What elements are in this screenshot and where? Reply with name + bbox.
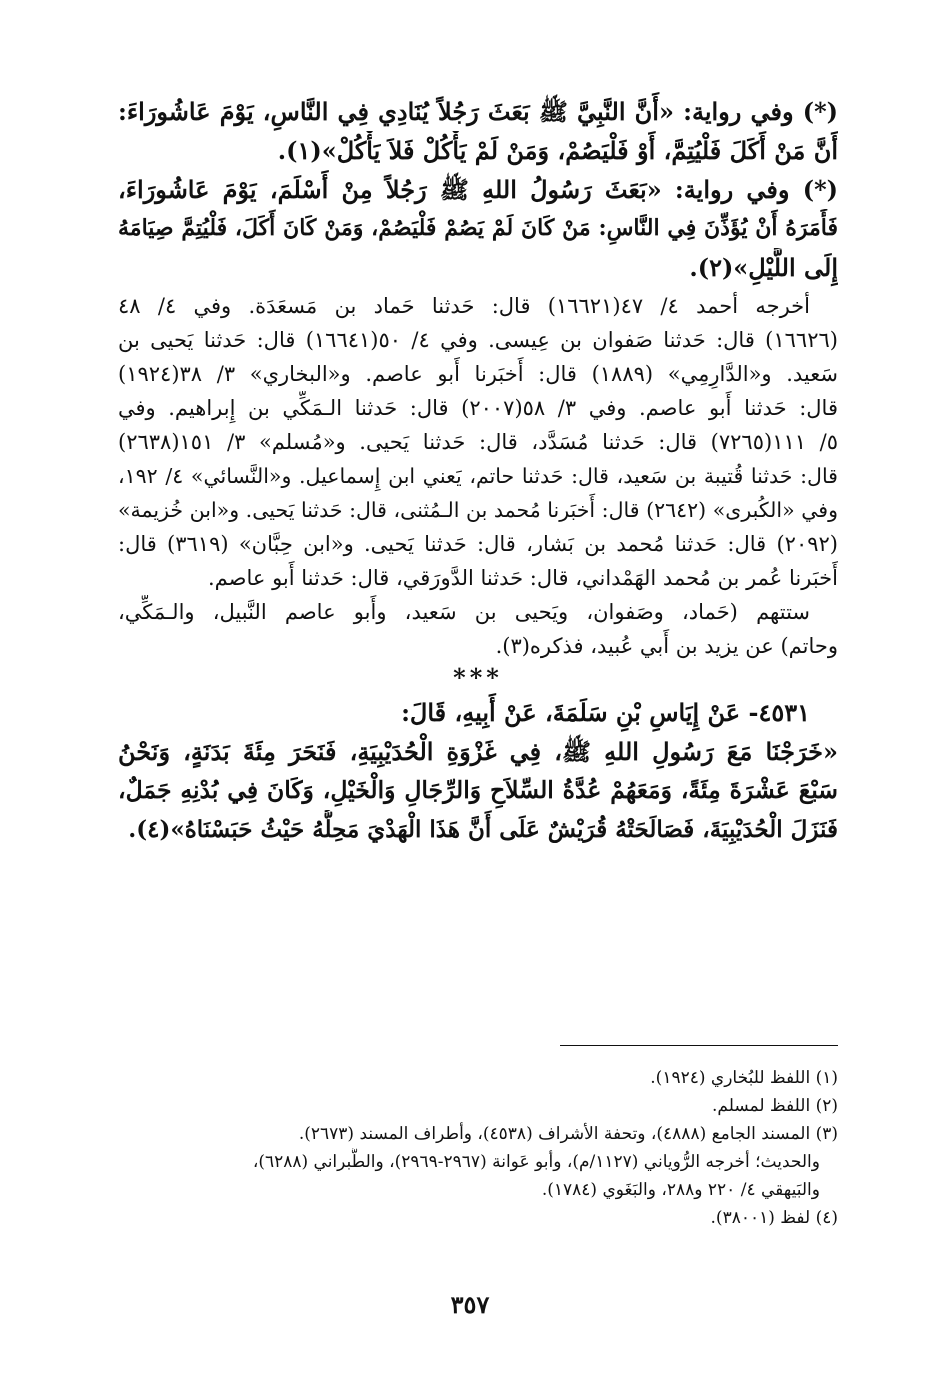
footnote-divider bbox=[560, 1045, 838, 1046]
page-number: ٣٥٧ bbox=[450, 1290, 490, 1319]
main-text bbox=[118, 92, 838, 849]
footnote-item: (٤) لفظ (٣٨٠٠١). bbox=[710, 1208, 838, 1228]
takhrij-line: وفي «الكُبرى» (٢٦٤٢) قال: أَخبَرنا مُحمد بن الـمُثنى، قال: حَدثنا يَحيى. و«ابن خُزيمة» bbox=[118, 498, 838, 522]
hadith-line: سَبْعَ عَشْرَةَ مِئَةً، وَمَعَهُمْ عُدَّةُ السِّلاَحِ وَالرِّجَالِ وَالْخَيْلِ، وَكَانَ فِي بُدْنِهِ جَمَلٌ، bbox=[118, 776, 838, 804]
takhrij-line: (٢٠٩٢) قال: حَدثنا مُحمد بن بَشار، قال: حَدثنا يَحيى. و«ابن حِبَّان» (٣٦١٩) قال: bbox=[118, 532, 838, 556]
narration-line: فَأَمَرَهُ أَنْ يُؤَذِّنَ فِي النَّاسِ: مَنْ كَانَ لَمْ يَصُمْ فَلْيَصُمْ، وَمَنْ كَانَ أَكَلَ، فَلْيُتِمَّ صِيَامَهُ bbox=[118, 215, 838, 241]
takhrij-line: أخرجه أحمد ٤/ ٤٧(١٦٦٢١) قال: حَدثنا حَماد بن مَسعَدَة. وفي ٤/ ٤٨ bbox=[118, 294, 810, 318]
narration-line: (*) وفي رواية: «أَنَّ النَّبِيَّ ﷺ بَعَثَ رَجُلاً يُنَادِي فِي النَّاسِ، يَوْمَ عَاشُورَاءَ: bbox=[118, 97, 838, 126]
narration-line: (*) وفي رواية: «بَعَثَ رَسُولُ اللهِ ﷺ رَجُلاً مِنْ أَسْلَمَ، يَوْمَ عَاشُورَاءَ، bbox=[118, 175, 838, 204]
takhrij-line: ٥/ ١١١(٧٢٦٥) قال: حَدثنا مُسَدَّد، قال: حَدثنا يَحيى. و«مُسلم» ٣/ ١٥١(٢٦٣٨) bbox=[118, 430, 838, 454]
footnotes bbox=[118, 1064, 838, 1232]
narration-line: أَنَّ مَنْ أَكَلَ فَلْيُتِمَّ، أَوْ فَلْيَصُمْ، وَمَنْ لَمْ يَأْكُلْ فَلاَ يَأْكُلْ»(١). bbox=[277, 136, 838, 165]
hadith-line: فَنَزَلَ الْحُدَيْبِيَةَ، فَصَالَحَتْهُ قُرَيْشٌ عَلَى أَنَّ هَذَا الْهَدْيَ مَحِلُّهُ حَيْثُ حَبَسْنَاهُ»(٤). bbox=[128, 816, 838, 843]
narration-line: إِلَى اللَّيْلِ»(٢). bbox=[689, 253, 838, 282]
section-separator: *** bbox=[453, 663, 503, 692]
hadith-line: «خَرَجْنَا مَعَ رَسُولِ اللهِ ﷺ، فِي غَزْوَةِ الْحُدَيْبِيَةِ، فَنَحَرَ مِئَةَ بَدَنَةٍ، وَنَحْنُ bbox=[118, 737, 838, 766]
footnote-item: (٣) المسند الجامع (٤٨٨٨)، وتحفة الأشراف (٤٥٣٨)، وأطراف المسند (٢٦٧٣). bbox=[298, 1124, 838, 1144]
footnote-item: والبَيهقي ٤/ ٢٢٠ و٢٨٨، والبَغَوي (١٧٨٤). bbox=[541, 1180, 820, 1200]
hadith-heading: ٤٥٣١- عَنْ إِيَاسِ بْنِ سَلَمَةَ، عَنْ أَبِيهِ، قَالَ: bbox=[401, 698, 810, 727]
footnote-item: والحديث؛ أخرجه الرُّوياني (١١٢٧/م)، وأبو عَوانة (٢٩٦٧-٢٩٦٩)، والطَّبراني (٦٢٨٨)، bbox=[252, 1152, 820, 1172]
takhrij-line: أَخبَرنا عُمر بن مُحمد الهَمْداني، قال: حَدثنا الدَّورَقي، قال: حَدثنا أَبو عاصم. bbox=[207, 566, 838, 590]
takhrij-line: سَعيد. و«الدَّارِمِي» (١٨٨٩) قال: أَخبَرنا أَبو عاصم. و«البخاري» ٣/ ٣٨(١٩٢٤) bbox=[118, 362, 838, 386]
takhrij-line: قال: حَدثنا أَبو عاصم. وفي ٣/ ٥٨(٢٠٠٧) قال: حَدثنا الـمَكِّي بن إِبراهيم. وفي bbox=[118, 396, 838, 420]
takhrij-line: (١٦٦٢٦) قال: حَدثنا صَفوان بن عِيسى. وفي ٤/ ٥٠(١٦٦٤١) قال: حَدثنا يَحيى بن bbox=[118, 328, 838, 352]
takhrij-line: قال: حَدثنا قُتيبة بن سَعيد، قال: حَدثنا حاتم، يَعني ابن إِسماعيل. و«النَّسائي» ٤/ ١٩٢، bbox=[118, 464, 838, 488]
takhrij-line: ستتهم (حَماد، وصَفوان، ويَحيى بن سَعيد، وأَبو عاصم النَّبيل، والـمَكِّي، bbox=[118, 600, 810, 624]
takhrij-line: وحاتم) عن يزيد بن أَبي عُبيد، فذكره(٣). bbox=[495, 634, 838, 658]
footnote-item: (٢) اللفظ لمسلم. bbox=[711, 1096, 838, 1116]
footnote-item: (١) اللفظ للبُخاري (١٩٢٤). bbox=[650, 1068, 838, 1088]
